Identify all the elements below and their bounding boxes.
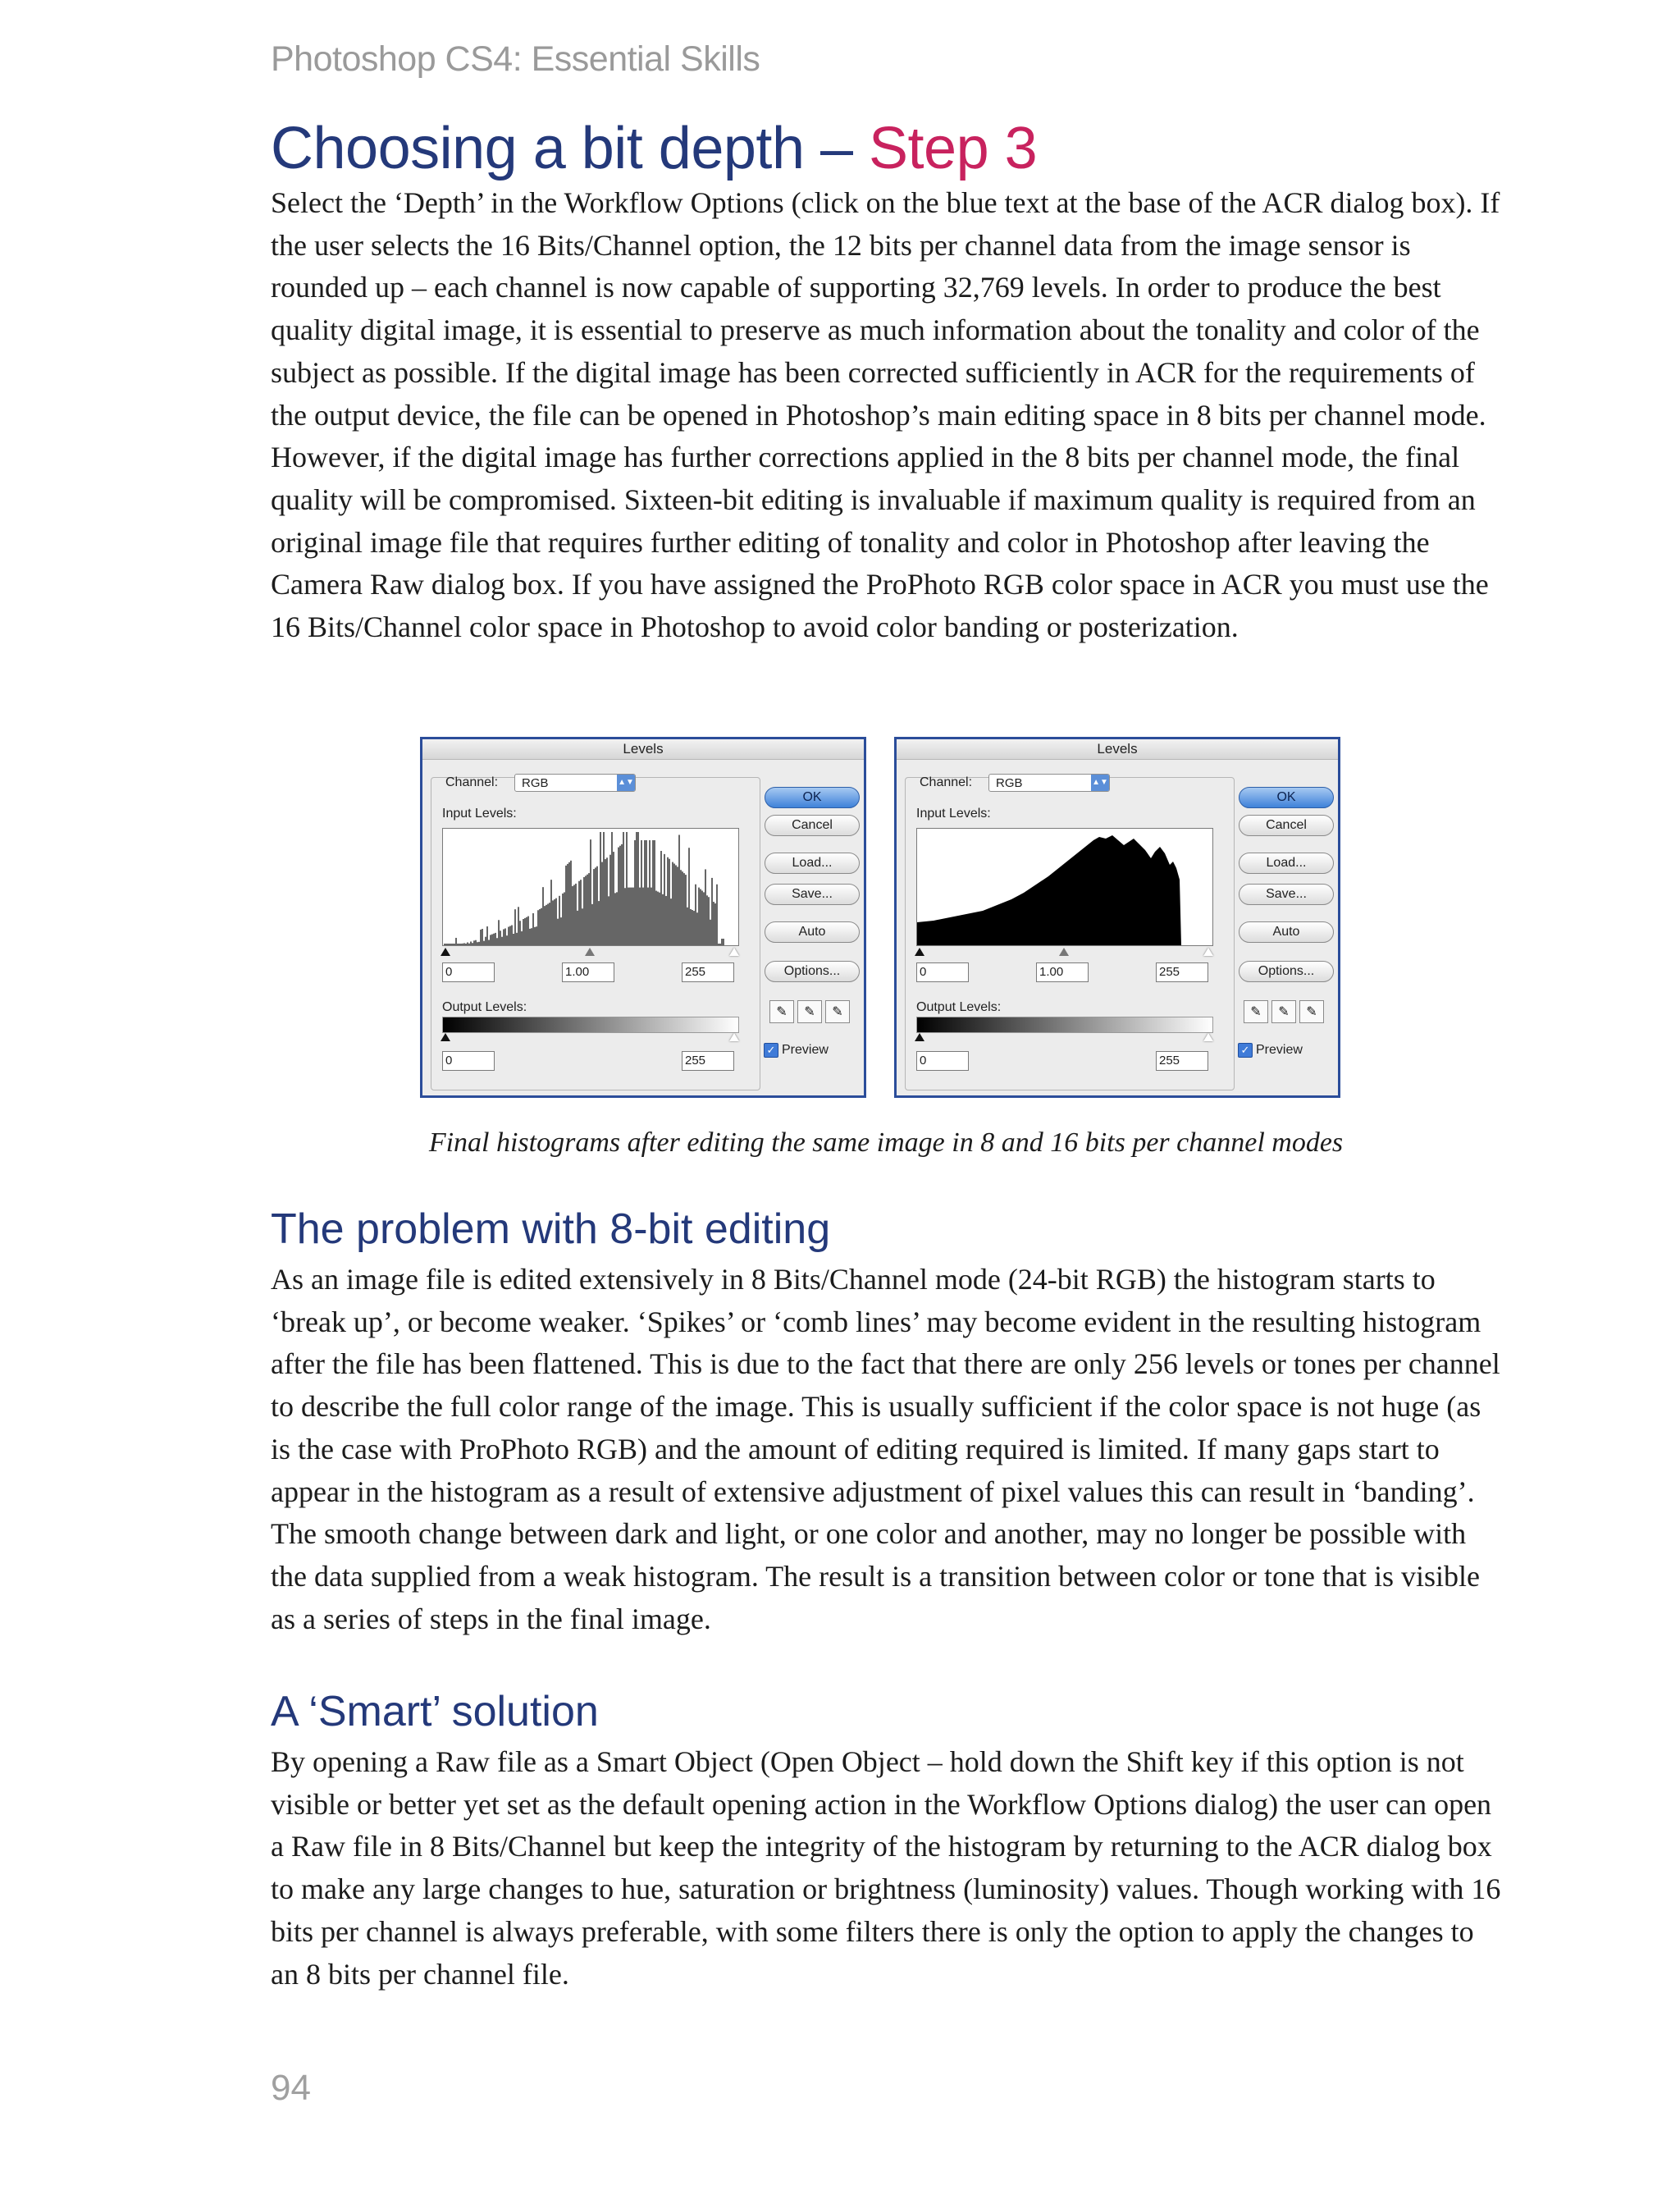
input-white-slider[interactable] (729, 948, 739, 956)
dialog-title: Levels (422, 739, 864, 760)
channel-value: RGB (996, 776, 1023, 790)
title-step: Step 3 (869, 116, 1038, 181)
save-button[interactable]: Save... (765, 884, 860, 905)
options-button[interactable]: Options... (765, 961, 860, 982)
page-title (271, 115, 1037, 182)
cancel-button[interactable]: Cancel (1239, 815, 1334, 836)
checkmark-icon[interactable]: ✓ (1238, 1043, 1253, 1058)
channel-label: Channel: (445, 775, 499, 789)
output-levels-label: Output Levels: (916, 1000, 1002, 1014)
figure-caption: Final histograms after editing the same image in 8 and 16 bits per channel modes (428, 1127, 1344, 1158)
input-black-field[interactable]: 0 (916, 962, 969, 982)
grey-eyedropper-icon[interactable]: ✎ (1271, 1000, 1296, 1023)
problem-paragraph: As an image file is edited extensively in 8 Bits/Channel mode (24-bit RGB) the histogram starts to ‘break up’, or become weaker. ‘Spikes’ or ‘comb lines’ may become evident in the resulting histogram after the file has been flattened. This is due to the fact that there are only 256 levels or tones per channel to describe the full color range of the image. This is usually sufficient if the color space is not huge (as is the case with ProPhoto RGB) and the amount of editing required is limited. If many gaps start to appear in the histogram as a result of extensive adjustment of pixel values this can result in ‘banding’. The smooth change between dark and light, or one color and another, may no longer be possible with the data supplied from a weak histogram. The result is a transition between color or tone that is visible as a series of steps in the final image. (271, 1263, 1500, 1635)
output-white-field[interactable]: 255 (682, 1051, 734, 1071)
levels-dialog-8bit (420, 737, 866, 1098)
black-eyedropper-icon[interactable]: ✎ (769, 1000, 794, 1023)
output-white-field[interactable]: 255 (1156, 1051, 1208, 1071)
histogram-fill (917, 835, 1181, 945)
preview-label: Preview (782, 1043, 829, 1057)
input-black-slider[interactable] (441, 948, 450, 956)
input-gamma-slider[interactable] (585, 948, 595, 956)
smart-paragraph: By opening a Raw file as a Smart Object (Open Object – hold down the Shift key if this option is not visible or better yet set as the default opening action in the Workflow Options dialog) the user can open a Raw file in 8 Bits/Channel but keep the integrity of the histogram by returning to the ACR dialog box to make any large changes to hue, saturation or brightness (luminosity) values. Though working with 16 bits per channel is always preferable, with some filters there is only the option to apply the changes to an 8 bits per channel file. (271, 1745, 1501, 1991)
white-eyedropper-icon[interactable]: ✎ (1299, 1000, 1324, 1023)
auto-button[interactable]: Auto (1239, 921, 1334, 943)
preview-checkbox-row[interactable] (764, 1043, 829, 1058)
histogram (442, 828, 739, 946)
auto-button[interactable]: Auto (765, 921, 860, 943)
eyedropper-group (769, 1000, 850, 1022)
running-head: Photoshop CS4: Essential Skills (271, 39, 760, 79)
intro-paragraph: Select the ‘Depth’ in the Workflow Options (click on the blue text at the base of the ACR dialog box). If the user selects the 16 Bits/Channel option, the 12 bits per channel data from the image sensor is rounded up – each channel is now capable of supporting 32,769 levels. In order to produce the best quality digital image, it is essential to preserve as much information about the tonality and color of the subject as possible. If the digital image has been corrected sufficiently in ACR for the requirements of the output device, the file can be opened in Photoshop’s main editing space in 8 bits per channel mode. However, if the digital image has further corrections applied in the 8 bits per channel mode, the final quality will be compromised. Sixteen-bit editing is invaluable if maximum quality is required from an original image file that requires further editing of tonality and color in Photoshop after leaving the Camera Raw dialog box. If you have assigned the ProPhoto RGB color space in ACR you must use the 16 Bits/Channel color space in Photoshop to avoid color banding or posterization. (271, 186, 1500, 644)
cancel-button[interactable]: Cancel (765, 815, 860, 836)
ok-button[interactable]: OK (765, 787, 860, 808)
checkmark-icon[interactable]: ✓ (764, 1043, 778, 1058)
preview-checkbox-row[interactable] (1238, 1043, 1303, 1058)
output-black-field[interactable]: 0 (442, 1051, 495, 1071)
input-black-slider[interactable] (915, 948, 924, 956)
channel-select[interactable] (514, 774, 636, 792)
title-main: Choosing a bit depth – (271, 116, 870, 181)
input-gamma-field[interactable]: 1.00 (562, 962, 614, 982)
load-button[interactable]: Load... (765, 853, 860, 874)
channel-select[interactable] (988, 774, 1110, 792)
grey-eyedropper-icon[interactable]: ✎ (797, 1000, 822, 1023)
select-arrows-icon: ▲▼ (617, 775, 635, 791)
dialog-title: Levels (897, 739, 1338, 760)
eyedropper-group (1244, 1000, 1324, 1022)
preview-label: Preview (1256, 1043, 1303, 1057)
channel-value: RGB (522, 776, 549, 790)
output-black-slider[interactable] (915, 1033, 924, 1041)
output-black-field[interactable]: 0 (916, 1051, 969, 1071)
black-eyedropper-icon[interactable]: ✎ (1244, 1000, 1268, 1023)
output-gradient-bar (916, 1017, 1213, 1033)
section-heading-smart: A ‘Smart’ solution (271, 1688, 599, 1735)
input-gamma-field[interactable]: 1.00 (1036, 962, 1089, 982)
levels-dialog-16bit (894, 737, 1340, 1098)
output-black-slider[interactable] (441, 1033, 450, 1041)
options-button[interactable]: Options... (1239, 961, 1334, 982)
section-heading-problem: The problem with 8-bit editing (271, 1205, 831, 1253)
histogram-smooth-graph (917, 829, 1212, 945)
histogram-comb-graph (443, 829, 738, 945)
channel-label: Channel: (920, 775, 973, 789)
select-arrows-icon: ▲▼ (1091, 775, 1109, 791)
output-gradient-bar (442, 1017, 739, 1033)
output-white-slider[interactable] (729, 1033, 739, 1041)
input-gamma-slider[interactable] (1059, 948, 1069, 956)
output-levels-label: Output Levels: (442, 1000, 527, 1014)
input-levels-label: Input Levels: (916, 807, 991, 821)
ok-button[interactable]: OK (1239, 787, 1334, 808)
input-white-field[interactable]: 255 (682, 962, 734, 982)
input-black-field[interactable]: 0 (442, 962, 495, 982)
load-button[interactable]: Load... (1239, 853, 1334, 874)
white-eyedropper-icon[interactable]: ✎ (825, 1000, 850, 1023)
input-white-slider[interactable] (1203, 948, 1213, 956)
input-levels-label: Input Levels: (442, 807, 517, 821)
histogram (916, 828, 1213, 946)
save-button[interactable]: Save... (1239, 884, 1334, 905)
output-white-slider[interactable] (1203, 1033, 1213, 1041)
input-white-field[interactable]: 255 (1156, 962, 1208, 982)
page-number: 94 (271, 2068, 311, 2108)
